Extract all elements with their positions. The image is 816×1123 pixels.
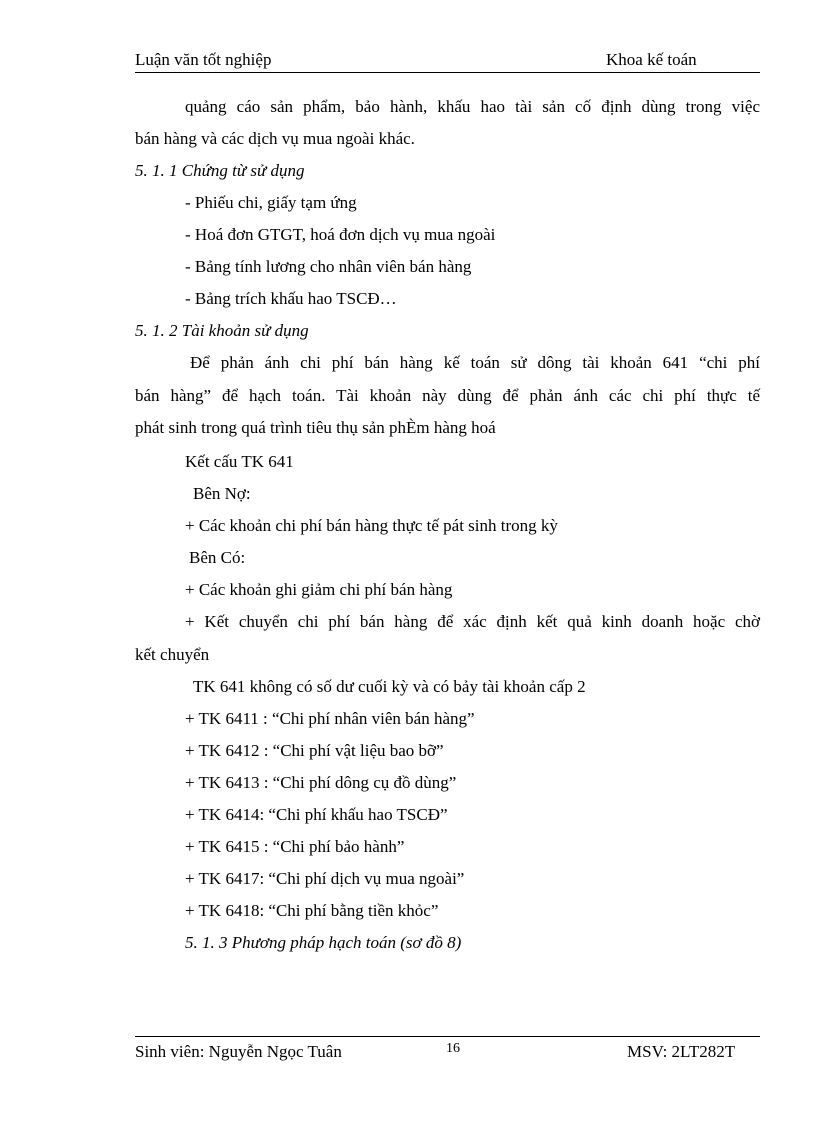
credit-item: + Kết chuyển chi phí bán hàng để xác định kết quả kinh doanh hoặc chờ bbox=[185, 612, 760, 631]
credit-label: Bên Có: bbox=[189, 548, 246, 567]
section-heading-5-1-3: 5. 1. 3 Phương pháp hạch toán (sơ đồ 8) bbox=[185, 933, 462, 952]
subaccount-item: + TK 6417: “Chi phí dịch vụ mua ngoài” bbox=[185, 869, 465, 888]
page-header bbox=[135, 50, 760, 73]
footer-divider bbox=[135, 1036, 760, 1037]
subaccount-item: + TK 6418: “Chi phí bằng tiền khỏc” bbox=[185, 901, 439, 920]
paragraph-line: bán hàng” để hạch toán. Tài khoản này dùng để phản ánh các chi phí thực tế bbox=[135, 386, 760, 405]
header-faculty-label: Khoa kế toán bbox=[606, 50, 697, 69]
list-item: - Hoá đơn GTGT, hoá đơn dịch vụ mua ngoài bbox=[185, 225, 496, 244]
subaccount-item: + TK 6413 : “Chi phí dông cụ đồ dùng” bbox=[185, 773, 457, 792]
balance-note: TK 641 không có số dư cuối kỳ và có bảy tài khoản cấp 2 bbox=[193, 677, 586, 696]
debit-label: Bên Nợ: bbox=[193, 484, 251, 503]
subaccount-item: + TK 6411 : “Chi phí nhân viên bán hàng” bbox=[185, 709, 475, 728]
debit-item: + Các khoản chi phí bán hàng thực tế pát sinh trong kỳ bbox=[185, 516, 558, 535]
subaccount-item: + TK 6412 : “Chi phí vật liệu bao bỡ” bbox=[185, 741, 444, 760]
page-number: 16 bbox=[446, 1041, 460, 1056]
credit-item-continuation: kết chuyển bbox=[135, 645, 210, 664]
subaccount-item: + TK 6415 : “Chi phí bảo hành” bbox=[185, 837, 405, 856]
list-item: - Bảng trích khấu hao TSCĐ… bbox=[185, 289, 397, 308]
footer-student-name: Sinh viên: Nguyễn Ngọc Tuân bbox=[135, 1042, 342, 1061]
header-thesis-label: Luận văn tốt nghiệp bbox=[135, 50, 272, 69]
section-heading-5-1-1: 5. 1. 1 Chứng từ sử dụng bbox=[135, 161, 305, 180]
credit-item: + Các khoản ghi giảm chi phí bán hàng bbox=[185, 580, 453, 599]
paragraph-line: quảng cáo sản phẩm, bảo hành, khấu hao tài sản cố định dùng trong việc bbox=[185, 97, 760, 116]
subaccount-item: + TK 6414: “Chi phí khấu hao TSCĐ” bbox=[185, 805, 448, 824]
list-item: - Phiếu chi, giấy tạm ứng bbox=[185, 193, 357, 212]
paragraph-line: phát sinh trong quá trình tiêu thụ sản phÈm hàng hoá bbox=[135, 418, 496, 437]
structure-title: Kết cấu TK 641 bbox=[185, 452, 294, 471]
paragraph-line: bán hàng và các dịch vụ mua ngoài khác. bbox=[135, 129, 415, 148]
footer-student-id: MSV: 2LT282T bbox=[627, 1042, 736, 1061]
paragraph-line: Để phản ánh chi phí bán hàng kế toán sử dông tài khoản 641 “chi phí bbox=[190, 353, 760, 372]
list-item: - Bảng tính lương cho nhân viên bán hàng bbox=[185, 257, 472, 276]
section-heading-5-1-2: 5. 1. 2 Tài khoản sử dụng bbox=[135, 321, 309, 340]
